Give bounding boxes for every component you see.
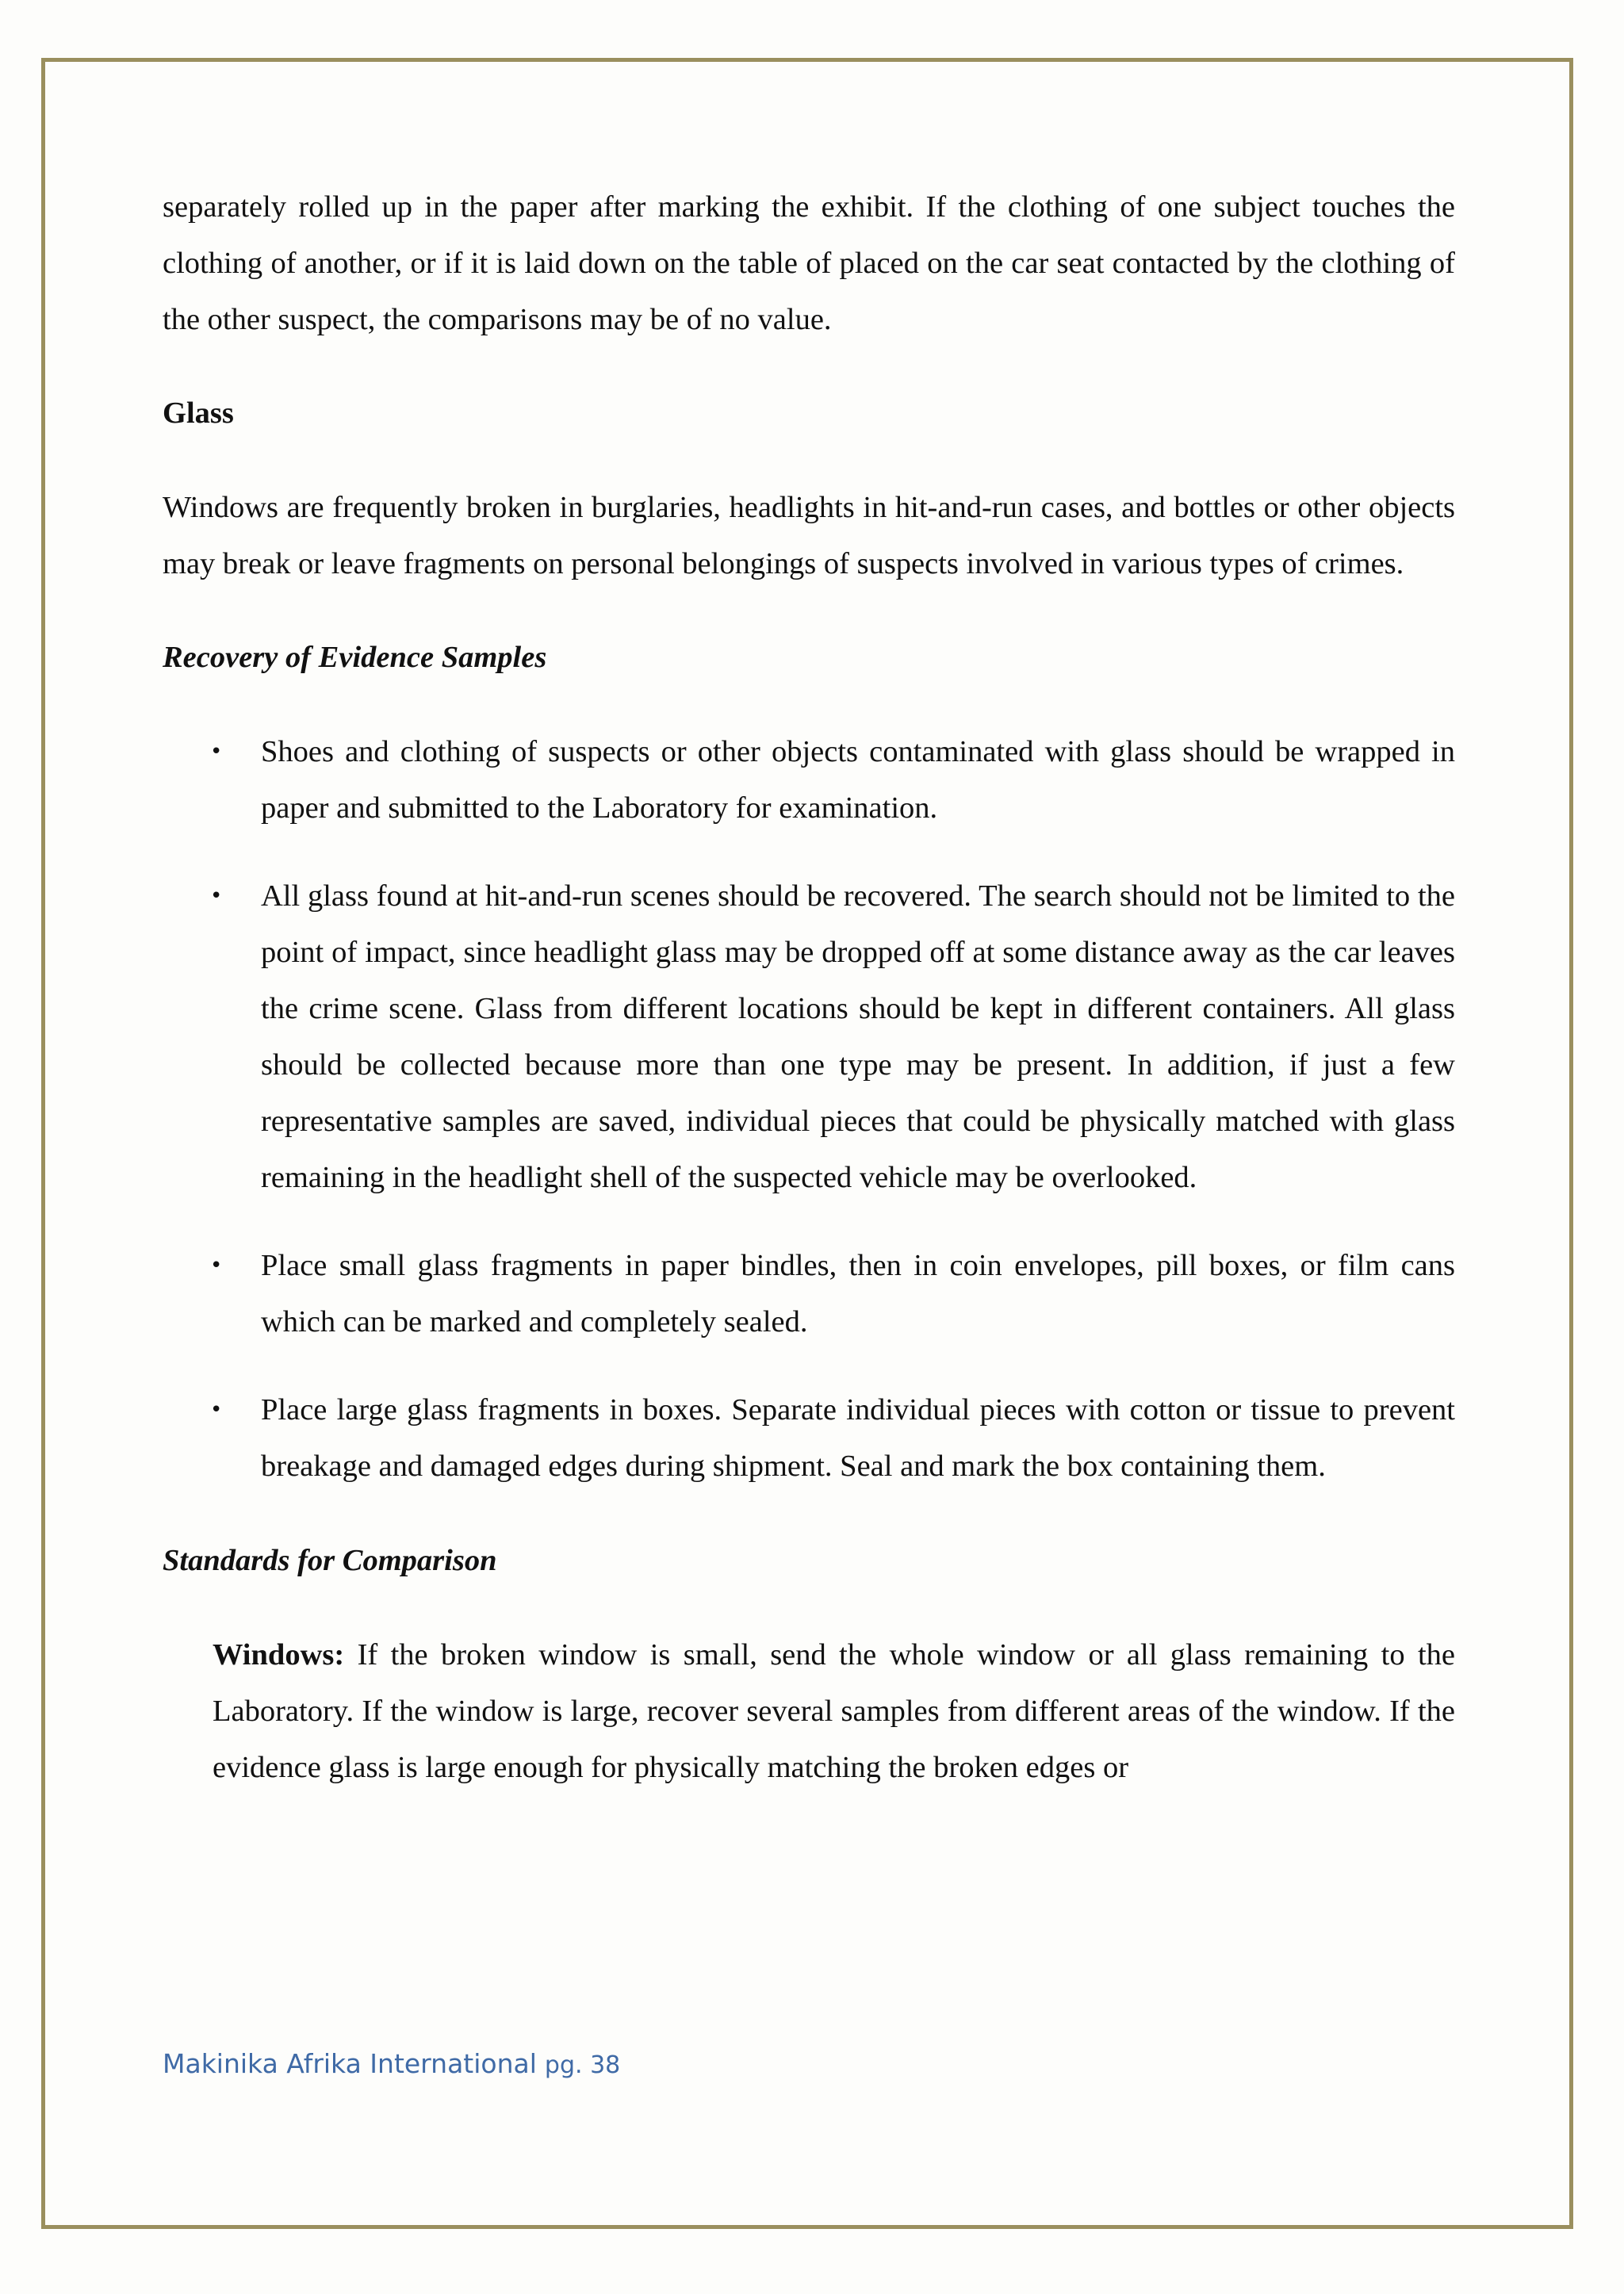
list-item [163, 1382, 1455, 1495]
glass-paragraph: Windows are frequently broken in burglaries, headlights in hit-and-run cases, and bottles or other objects may break or leave fragments on personal belongings of suspects involved in various types of crimes. [163, 491, 1455, 580]
windows-paragraph [213, 1627, 1455, 1796]
list-item-text: Place small glass fragments in paper bindles, then in coin envelopes, pill boxes, or film cans which can be marked and completely sealed. [261, 1249, 1455, 1338]
recovery-list [163, 724, 1455, 1495]
recovery-heading: Recovery of Evidence Samples [163, 641, 547, 674]
bullet-icon: • [210, 740, 223, 764]
list-item [163, 1238, 1455, 1350]
bullet-icon: • [210, 1398, 223, 1422]
intro-paragraph: separately rolled up in the paper after marking the exhibit. If the clothing of one subject touches the clothing of another, or if it is laid down on the table of placed on the car seat contacted by the clothing of the other suspect, the comparisons may be of no value. [163, 190, 1455, 336]
footer-publisher: Makinika Afrika International [163, 2048, 537, 2079]
glass-heading: Glass [163, 396, 234, 430]
windows-label: Windows: [213, 1638, 345, 1672]
bullet-icon: • [210, 884, 223, 908]
list-item-text: All glass found at hit-and-run scenes should be recovered. The search should not be limited to the point of impact, since headlight glass may be dropped off at some distance away as the car leaves the crime scene. Glass from different locations should be kept in different containers. All glass should be collected because more than one type may be present. In addition, if just a few representative samples are saved, individual pieces that could be physically matched with glass remaining in the headlight shell of the suspected vehicle may be overlooked. [261, 879, 1455, 1194]
list-item [163, 868, 1455, 1206]
page-content [163, 179, 1455, 1796]
list-item-text: Place large glass fragments in boxes. Separate individual pieces with cotton or tissue to prevent breakage and damaged edges during shipment. Seal and mark the box containing them. [261, 1393, 1455, 1483]
list-item-text: Shoes and clothing of suspects or other objects contaminated with glass should be wrapped in paper and submitted to the Laboratory for examination. [261, 735, 1455, 825]
bullet-icon: • [210, 1254, 223, 1277]
footer-page-number: pg. 38 [544, 2051, 621, 2079]
list-item [163, 724, 1455, 837]
standards-heading: Standards for Comparison [163, 1544, 497, 1577]
windows-text: If the broken window is small, send the whole window or all glass remaining to the Laboratory. If the window is large, recover several samples from different areas of the window. If the evidence glass is large enough for physically matching the broken edges or [213, 1638, 1455, 1784]
page-footer [163, 2048, 620, 2081]
